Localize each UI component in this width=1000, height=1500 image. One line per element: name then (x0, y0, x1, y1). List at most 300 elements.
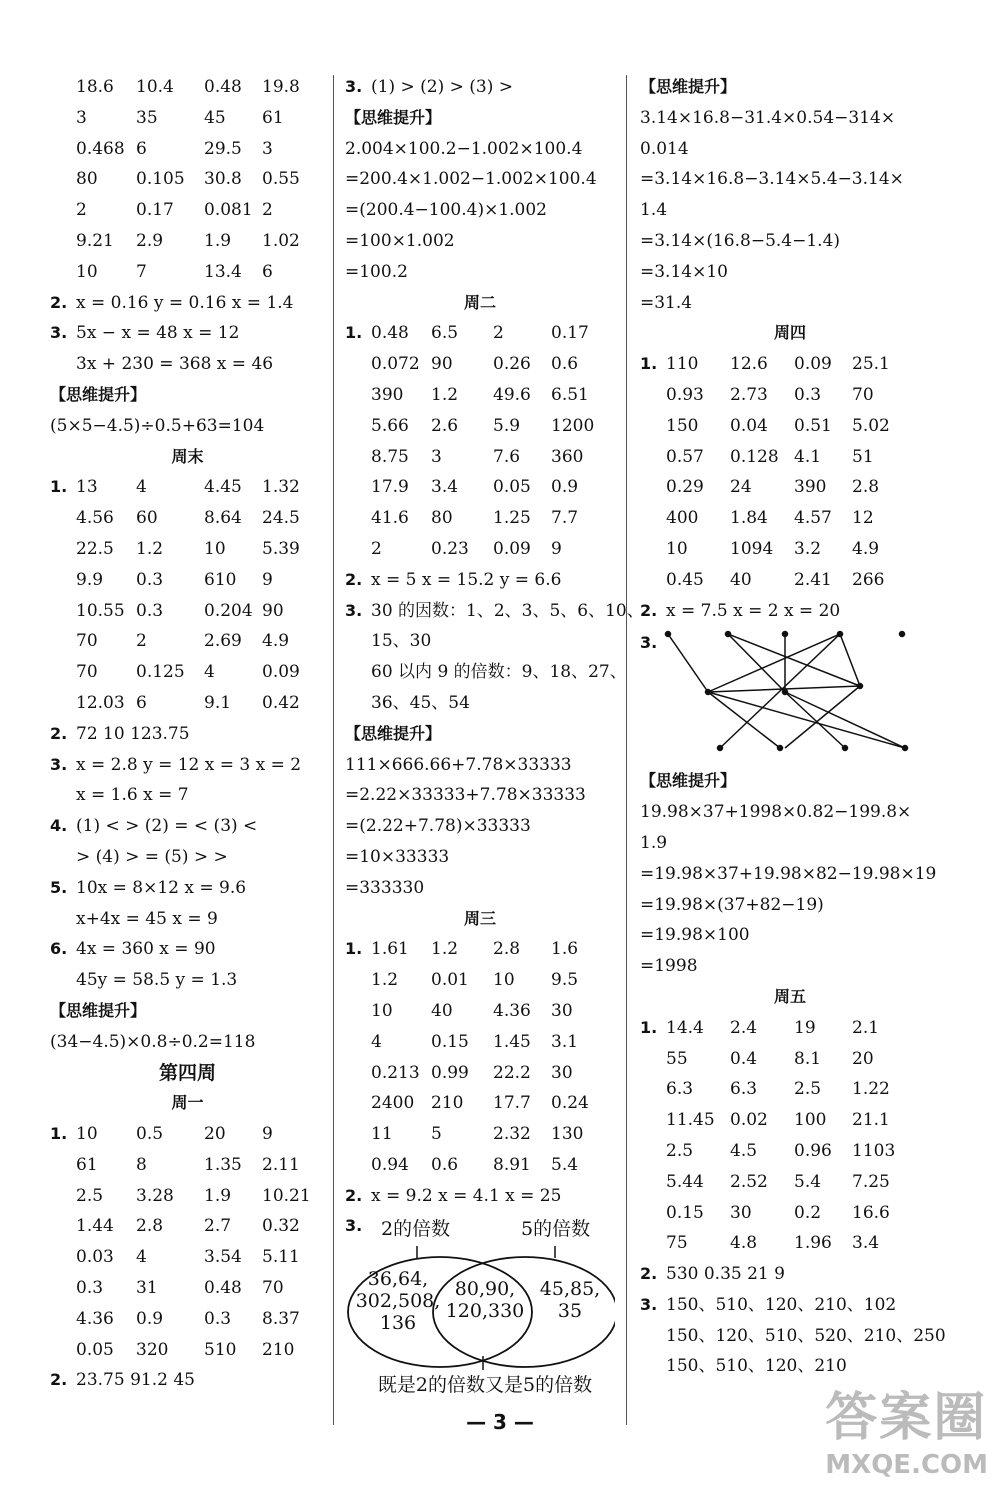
text-line (345, 842, 615, 873)
grid-cell: 9.5 (551, 970, 579, 991)
day-heading: 周一 (171, 1093, 204, 1113)
grid-cell: 1094 (730, 538, 774, 559)
grid-cell: 24 (730, 477, 752, 498)
question-row: > (4) > = (5) > > (76, 846, 228, 867)
grid-cell: 0.2 (794, 1202, 822, 1223)
question-number: 1. (345, 323, 363, 343)
question-row: x+4x = 45 x = 9 (76, 908, 218, 929)
question-block (640, 1290, 946, 1382)
equation-line: (5×5−4.5)÷0.5+63=104 (50, 415, 265, 436)
line-text: =2.22×33333+7.78×33333 (345, 785, 586, 806)
grid-row (50, 1304, 325, 1335)
grid-cell: 10.4 (136, 77, 174, 97)
grid-row (50, 134, 325, 165)
question-row: 4. (1) < > (2) = < (3) < (50, 816, 258, 837)
grid-cell: 5.11 (262, 1247, 300, 1268)
grid-cell: 30 (551, 1000, 573, 1021)
venn-bottom-label: 既是2的倍数又是5的倍数 (377, 1374, 593, 1397)
line-text: =3.14×16.8−3.14×5.4−3.14× (640, 169, 904, 190)
answer-grid (50, 1119, 325, 1365)
line-text: 150、120、510、520、210、250 (666, 1325, 946, 1346)
grid-row (640, 442, 940, 473)
answer-grid (50, 472, 325, 718)
grid-cell: 0.204 (204, 600, 253, 621)
venn-number-line: 36,64, (367, 1268, 429, 1291)
grid-row (50, 534, 325, 565)
grid-cell: 6 (136, 692, 147, 713)
grid-row (50, 657, 325, 688)
line-text: 15、30 (371, 631, 432, 652)
grid-cell: 55 (666, 1048, 688, 1069)
question-row: 2. 72 10 123.75 (50, 723, 190, 744)
grid-cell: 0.15 (431, 1031, 469, 1052)
line-text: =(200.4−100.4)×1.002 (345, 200, 547, 221)
grid-cell: 35 (136, 107, 158, 128)
grid-cell: 2.11 (262, 1154, 300, 1175)
line-text: =100×1.002 (345, 230, 455, 251)
grid-row (640, 1105, 940, 1136)
grid-cells (666, 1105, 902, 1136)
question-row: 2. 530 0.35 21 9 (640, 1264, 785, 1285)
question-row: 2. x = 0.16 y = 0.16 x = 1.4 (50, 292, 294, 313)
grid-cell: 0.468 (76, 138, 125, 159)
page-number: — 3 — (466, 1410, 534, 1434)
grid-cell: 30.8 (204, 169, 242, 190)
text-line (345, 134, 615, 165)
grid-cell: 18.6 (76, 77, 114, 97)
grid-cell: 3.4 (431, 477, 459, 498)
grid-cells (371, 1088, 601, 1119)
question-row: 45y = 58.5 y = 1.3 (76, 970, 238, 991)
venn-diagram (345, 1218, 615, 1397)
equation-block (345, 134, 615, 288)
grid-cell: 60 (136, 508, 158, 529)
grid-cell: 2 (76, 200, 87, 221)
grid-cell: 4 (371, 1031, 382, 1052)
matching-lines-svg (640, 626, 940, 766)
text-line (640, 920, 940, 951)
grid-cell: 1.35 (204, 1154, 242, 1175)
grid-cell: 49.6 (493, 384, 531, 405)
grid-cell: 8.1 (794, 1048, 822, 1069)
grid-cell: 8.75 (371, 446, 409, 467)
grid-cell: 0.57 (666, 446, 704, 467)
column-divider-2 (626, 75, 627, 1425)
grid-row (345, 1027, 615, 1058)
grid-cell: 12.03 (76, 692, 125, 713)
grid-cell: 11.45 (666, 1110, 715, 1131)
grid-cell: 0.29 (666, 477, 704, 498)
grid-cells (76, 1304, 312, 1335)
grid-cells (76, 534, 312, 565)
grid-cells (76, 1242, 312, 1273)
grid-cell: 0.6 (551, 354, 579, 375)
grid-cell: 0.3 (76, 1278, 104, 1299)
grid-row (50, 565, 325, 596)
line-text: 150、510、120、210 (666, 1356, 847, 1377)
grid-row (345, 1119, 615, 1150)
week-heading: 第四周 (158, 1061, 216, 1084)
text-line (640, 828, 940, 859)
day-heading: 周三 (463, 908, 496, 928)
grid-cell: 7.25 (852, 1171, 890, 1192)
grid-row (640, 411, 940, 442)
grid-cells (666, 1074, 902, 1105)
text-line (640, 195, 940, 226)
grid-cell: 31 (136, 1278, 158, 1299)
grid-cell: 0.081 (204, 200, 253, 221)
text-line (345, 195, 615, 226)
grid-cells (76, 565, 312, 596)
grid-cell: 1.25 (493, 508, 531, 529)
grid-cell: 24.5 (262, 508, 300, 529)
grid-cell: 10.55 (76, 600, 125, 621)
section-heading: 【思维提升】 (345, 723, 442, 743)
grid-row (345, 503, 615, 534)
text-line (640, 134, 940, 165)
line-text: =19.98×37+19.98×82−19.98×19 (640, 863, 937, 884)
grid-row (345, 1150, 615, 1181)
grid-row (50, 164, 325, 195)
column-2 (345, 72, 644, 1397)
grid-cell: 70 (852, 384, 874, 405)
text-line (640, 257, 940, 288)
grid-row (345, 1088, 615, 1119)
venn-number-line: 136 (379, 1312, 417, 1335)
grid-cell: 4.9 (262, 631, 290, 652)
grid-cell: 266 (852, 569, 885, 590)
grid-row (50, 503, 325, 534)
grid-cell: 2 (262, 200, 273, 221)
grid-cell: 10 (666, 538, 688, 559)
grid-cell: 0.55 (262, 169, 300, 190)
grid-cell: 2.8 (493, 939, 521, 960)
line-text: =1998 (640, 956, 698, 977)
grid-cell: 4.36 (493, 1000, 531, 1021)
grid-cell: 0.24 (551, 1093, 589, 1114)
grid-cell: 0.26 (493, 354, 531, 375)
grid-cell: 0.3 (794, 384, 822, 405)
grid-cell: 610 (204, 569, 237, 590)
question-number: 1. (640, 1017, 658, 1037)
line-text: =10×33333 (345, 846, 450, 867)
grid-row (345, 996, 615, 1027)
text-line (640, 1321, 946, 1352)
grid-cell: 1.2 (431, 939, 459, 960)
grid-cell: 1.61 (371, 939, 409, 960)
grid-cell: 0.213 (371, 1062, 420, 1083)
grid-cell: 9 (262, 569, 273, 590)
grid-cell: 70 (76, 631, 98, 652)
grid-cell: 1.02 (262, 230, 300, 251)
grid-cell: 0.48 (204, 1278, 242, 1299)
venn-left-label-text: 2的倍数 (381, 1218, 451, 1241)
line-text: =100.2 (345, 261, 408, 282)
grid-cell: 10 (76, 261, 98, 282)
grid-cell: 0.05 (76, 1339, 114, 1360)
column-1 (50, 72, 325, 1396)
grid-cell: 2.9 (136, 230, 164, 251)
grid-cell: 0.04 (730, 415, 768, 436)
grid-cells (76, 657, 312, 688)
grid-cells (76, 1273, 312, 1304)
grid-cell: 6 (136, 138, 147, 159)
grid-row (345, 1058, 615, 1089)
grid-cells (371, 996, 601, 1027)
grid-row (50, 1211, 325, 1242)
grid-cells (371, 442, 601, 473)
watermark (825, 1375, 988, 1480)
grid-cells (666, 411, 902, 442)
grid-cells (666, 1013, 902, 1044)
grid-row (640, 349, 940, 380)
grid-cell: 14.4 (666, 1017, 704, 1038)
grid-cell: 1103 (852, 1140, 896, 1161)
grid-cell: 0.23 (431, 538, 469, 559)
grid-row (640, 1013, 940, 1044)
line-text: =(2.22+7.78)×33333 (345, 816, 531, 837)
line-text: =3.14×(16.8−5.4−1.4) (640, 230, 841, 251)
grid-cell: 2 (136, 631, 147, 652)
line-text: =31.4 (640, 292, 693, 313)
line-text: 2.004×100.2−1.002×100.4 (345, 138, 583, 159)
grid-cell: 10 (371, 1000, 393, 1021)
grid-cell: 0.48 (371, 323, 409, 344)
grid-cell: 7.6 (493, 446, 521, 467)
grid-cell: 5.66 (371, 415, 409, 436)
grid-cell: 12.6 (730, 354, 768, 375)
grid-cell: 5.02 (852, 415, 890, 436)
grid-cells (666, 1198, 902, 1229)
question-row: 3. (345, 1216, 363, 1236)
line-text: 60 以内 9 的倍数：9、18、27、 (371, 662, 627, 683)
grid-cell: 0.09 (493, 538, 531, 559)
grid-cell: 61 (262, 107, 284, 128)
venn-right-numbers (535, 1278, 605, 1322)
grid-cell: 2.7 (204, 1216, 232, 1237)
line-text: 19.98×37+1998×0.82−199.8× (640, 802, 912, 823)
answer-grid (345, 934, 615, 1180)
grid-cell: 0.09 (794, 354, 832, 375)
grid-row (345, 934, 615, 965)
grid-cell: 0.128 (730, 446, 779, 467)
watermark-url: MXQE.COM (825, 1450, 988, 1480)
grid-cell: 80 (431, 508, 453, 529)
grid-cell: 17.7 (493, 1093, 531, 1114)
section-heading: 【思维提升】 (50, 384, 147, 404)
grid-cell: 2.5 (76, 1185, 104, 1206)
text-line (345, 257, 615, 288)
grid-cell: 0.6 (431, 1154, 459, 1175)
grid-cell: 0.17 (136, 200, 174, 221)
grid-cell: 0.17 (551, 323, 589, 344)
grid-cell: 5 (431, 1124, 442, 1145)
grid-row (50, 1150, 325, 1181)
grid-cell: 2.52 (730, 1171, 768, 1192)
question-row: 3. (1) > (2) > (3) > (345, 77, 513, 97)
grid-cell: 0.93 (666, 384, 704, 405)
grid-cell: 6.51 (551, 384, 589, 405)
grid-cell: 320 (136, 1339, 169, 1360)
answer-grid (345, 318, 615, 564)
grid-cell: 0.01 (431, 970, 469, 991)
grid-cells (76, 472, 312, 503)
grid-cells (666, 1044, 902, 1075)
grid-cell: 390 (794, 477, 827, 498)
grid-cell: 4.36 (76, 1308, 114, 1329)
grid-cell: 0.5 (136, 1124, 164, 1145)
grid-cell: 19 (794, 1017, 816, 1038)
question-row: 2. x = 5 x = 15.2 y = 6.6 (345, 569, 562, 590)
grid-cell: 7 (136, 261, 147, 282)
grid-cell: 90 (431, 354, 453, 375)
question-number: 1. (345, 939, 363, 959)
grid-cell: 1.44 (76, 1216, 114, 1237)
watermark-logo: 答案圈 (825, 1388, 988, 1448)
text-line (640, 890, 940, 921)
line-text: 1.9 (640, 832, 668, 853)
grid-cell: 25.1 (852, 354, 890, 375)
grid-cells (371, 1027, 601, 1058)
grid-cells (76, 1335, 312, 1366)
grid-cells (371, 349, 601, 380)
grid-cell: 0.48 (204, 77, 242, 97)
grid-cell: 2.73 (730, 384, 768, 405)
grid-cell: 3 (431, 446, 442, 467)
grid-cell: 1.45 (493, 1031, 531, 1052)
question-number: 3. (345, 600, 363, 620)
grid-cell: 0.42 (262, 692, 300, 713)
text-line (345, 780, 615, 811)
line-text: 3.14×16.8−31.4×0.54−314× (640, 107, 896, 128)
grid-cell: 4.9 (852, 538, 880, 559)
grid-cell: 1.84 (730, 508, 768, 529)
grid-cell: 1.2 (371, 970, 399, 991)
grid-cell: 9 (262, 1124, 273, 1145)
grid-row (50, 626, 325, 657)
grid-cell: 8.37 (262, 1308, 300, 1329)
grid-cells (76, 626, 312, 657)
grid-cell: 4.1 (794, 446, 822, 467)
grid-cell: 0.05 (493, 477, 531, 498)
grid-cell: 1.9 (204, 230, 232, 251)
grid-cell: 1.22 (852, 1079, 890, 1100)
grid-cell: 3.1 (551, 1031, 579, 1052)
grid-cell: 6 (262, 261, 273, 282)
equation-block (640, 103, 940, 319)
grid-cell: 0.3 (204, 1308, 232, 1329)
grid-cell: 2.6 (431, 415, 459, 436)
grid-cell: 0.4 (730, 1048, 758, 1069)
line-text: 111×666.66+7.78×33333 (345, 754, 572, 775)
text-line (640, 103, 940, 134)
grid-cell: 130 (551, 1124, 584, 1145)
grid-cell: 9 (551, 538, 562, 559)
line-text: 0.014 (640, 138, 689, 159)
grid-cell: 1.32 (262, 477, 300, 498)
grid-row (640, 503, 940, 534)
grid-cell: 150 (666, 415, 699, 436)
grid-cell: 29.5 (204, 138, 242, 159)
grid-cell: 1.96 (794, 1233, 832, 1254)
grid-cell: 4.56 (76, 508, 114, 529)
grid-cells (76, 1211, 312, 1242)
line-text: =333330 (345, 877, 425, 898)
grid-cell: 8.91 (493, 1154, 531, 1175)
venn-right-label-text: 5的倍数 (521, 1218, 591, 1241)
question-row: 3. x = 2.8 y = 12 x = 3 x = 2 (50, 754, 302, 775)
grid-row (640, 1074, 940, 1105)
grid-cell: 4.57 (794, 508, 832, 529)
grid-cells (76, 1119, 312, 1150)
grid-row (50, 472, 325, 503)
grid-cell: 1.6 (551, 939, 579, 960)
grid-cells (76, 596, 312, 627)
grid-cells (371, 472, 601, 503)
grid-cells (666, 380, 902, 411)
grid-cell: 0.99 (431, 1062, 469, 1083)
grid-cell: 5.4 (551, 1154, 579, 1175)
question-row: 2. x = 7.5 x = 2 x = 20 (640, 600, 841, 621)
grid-cell: 2.69 (204, 631, 242, 652)
grid-cells (666, 349, 902, 380)
grid-row (345, 380, 615, 411)
grid-cell: 51 (852, 446, 874, 467)
grid-cell: 8.64 (204, 508, 242, 529)
grid-cell: 0.51 (794, 415, 832, 436)
grid-cell: 1.2 (431, 384, 459, 405)
grid-cell: 0.15 (666, 1202, 704, 1223)
grid-cell: 70 (262, 1278, 284, 1299)
grid-cells (666, 472, 902, 503)
grid-row (345, 472, 615, 503)
text-line (345, 596, 644, 627)
grid-cell: 0.105 (136, 169, 185, 190)
grid-cell: 22.5 (76, 538, 114, 559)
line-text: =3.14×10 (640, 261, 728, 282)
grid-cell: 40 (730, 569, 752, 590)
grid-cell: 1200 (551, 415, 595, 436)
grid-cell: 2.41 (794, 569, 832, 590)
text-line (640, 951, 940, 982)
grid-cell: 12 (852, 508, 874, 529)
grid-cell: 0.03 (76, 1247, 114, 1268)
section-heading: 【思维提升】 (640, 771, 737, 791)
grid-row (640, 534, 940, 565)
grid-row (50, 72, 325, 103)
venn-left-numbers (353, 1268, 443, 1334)
text-line (640, 164, 940, 195)
venn-number-line: 120,330 (445, 1300, 525, 1323)
day-heading: 周四 (773, 323, 806, 343)
grid-cell: 0.45 (666, 569, 704, 590)
question-number: 1. (640, 354, 658, 374)
grid-cells (76, 134, 312, 165)
venn-number-line: 302,508, (355, 1290, 441, 1313)
grid-cells (666, 442, 902, 473)
grid-cell: 4 (136, 477, 147, 498)
grid-cell: 2 (371, 538, 382, 559)
matching-diagram: 3. (640, 626, 940, 766)
grid-cells (76, 688, 312, 719)
grid-cells (666, 1136, 902, 1167)
grid-row (50, 596, 325, 627)
question-row: 3. 5x − x = 48 x = 12 (50, 323, 240, 344)
question-number: 1. (50, 477, 68, 497)
grid-cells (371, 1150, 601, 1181)
grid-cells (76, 164, 312, 195)
grid-cell: 30 (551, 1062, 573, 1083)
